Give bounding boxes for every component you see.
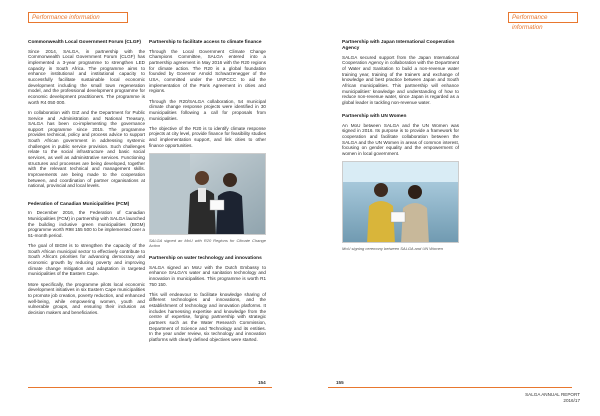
mou-signing-photo-un-women <box>342 161 459 243</box>
paragraph: An MoU between SALGA and the UN Women was signed in 2016. Its purpose is to provide a framework for cooperation and facilitate collaboration between the SALGA and the UN Women in areas of common interest, focusing on gender equality and the empowerment of women in local government. <box>342 122 459 157</box>
report-year: 2016/17 <box>563 398 580 403</box>
heading-un-women: Partnership with UN Women <box>342 114 407 119</box>
section-banner-right: Performance information <box>508 12 578 23</box>
paragraph: More specifically, the programme pilots local economic development initiatives in six Eastern Cape municipalities to promote job creation, poverty reduction, and enhanced well-being, while empowering women, youth and vulnerable groups, and ensuring their inclusion as decision makers and beneficiaries. <box>28 281 145 315</box>
heading-climate-finance: Partnership to facilitate access to climate finance <box>149 40 262 45</box>
photo-caption: SALGA signed an MoU with R20 Regions for Climate Change Action <box>149 237 266 248</box>
right-page <box>300 0 600 416</box>
report-title: SALGA ANNUAL REPORT <box>525 392 580 397</box>
paragraph: SALGA secured support from the Japan International Cooperation Agency in collaboration with the Department of Water and Sanitation to build a non-revenue water training year, training of the trainers and exchange of knowledge and best practice between Japan and South African municipalities. This partnership will enhance municipalities' knowledge and understanding of how to reduce non-revenue water, since Japan is regarded as a global leader in tackling non-revenue water. <box>342 54 459 105</box>
report-footer <box>520 392 580 404</box>
page-number-right: 155 <box>336 380 344 385</box>
paragraph: Since 2014, SALGA, in partnership with the Commonwealth Local Government Forum (CLGF) has implemented a 3-year programme to strengthen LED capacity in South Africa. The programme aims to enhance institutional and institutional capacity to successfully facilitate sustainable local economic development including the small town regeneration model, and the professional development programme for economic development practitioners. The programme is worth R4 050 000. <box>28 48 145 105</box>
paragraph: In December 2016, the Federation of Canadian Municipalities (FCM) in partnership with SALGA launched the building inclusive green municipalities (BIGM) programme worth R98 155 500 to be implemented over a 51-month period. <box>28 210 145 238</box>
left-column-1 <box>28 40 145 320</box>
left-column-2 <box>149 40 266 347</box>
paragraph: The goal of BIGM is to strengthen the capacity of the South African municipal sector to effectively contribute to South Africa's priorities for advancing democracy and economic growth by reducing poverty and improving climate change mitigation and adaptation in targeted municipalities of the Eastern Cape. <box>28 243 145 277</box>
paragraph: This will endeavour to facilitate knowledge sharing of different technologies and innovations, and the establishment of technology and innovation platforms. It includes harnessing expertise and knowledge from the centre of expertise, forging partnership with strategic partners such as the Water Research Commission, Department of Science and Technology and its entities. In the year under review, six technology and innovation platforms with clearly defined objectives were started. <box>149 291 266 342</box>
section-banner-left: Performance information <box>28 12 128 23</box>
photo-caption: MoU signing ceremony between SALGA and UN Women <box>342 246 444 252</box>
right-column-1 <box>342 40 459 259</box>
paragraph: Through the R20/SALGA collaboration, 54 municipal climate change response projects were identified in 30 municipalities following a call for proposals from municipalities. <box>149 98 266 121</box>
heading-water-tech: Partnership on water technology and innovations <box>149 255 262 261</box>
mou-signing-photo-r20 <box>149 153 266 235</box>
page-number-left: 154 <box>258 380 266 385</box>
paragraph: In collaboration with GIZ and the Department for Public Service and Administration and National Treasury, SALGA has been co-implementing the governance support programme since 2015. The programme provides technical, policy and process advice to support South African government in addressing systemic challenges in public service provision. Such challenges relate to the social infrastructure and basic social services, as well as administrative services. Functioning structures and processes are being developed, together with the relevant technical and management skills. Improvements are being made to the cooperation between, and coordination of partner organisations at national, provincial and local levels. <box>28 109 145 189</box>
paragraph: SALGA signed an MoU with the Dutch Embassy to enhance SALGA's water and sanitation technology and innovation in municipalities. This programme is worth R1 750 150. <box>149 264 266 287</box>
paragraph: Through the Local Government Climate Change Champions Committee, SALGA entered into a partnership agreement in May 2016 with the R20 regions for climate action. The R20 is a global foundation founded by Governor Arnold Schwarzenegger of the USA, committed under the UNFCCC to aid the implementation of the Paris Agreement in cities and regions. <box>149 48 266 94</box>
footer-rule-right <box>328 387 572 388</box>
heading-clgf: Commonwealth Local Government Forum (CLGF) <box>28 40 141 45</box>
paragraph: The objective of the R20 is to identify climate response projects at city level, provide finance for feasibility studies and implementation support, and link cities to other finance opportunities. <box>149 125 266 148</box>
heading-jica: Partnership with Japan International Cooperation Agency <box>342 40 455 51</box>
heading-fcm: Federation of Canadian Municipalities (FCM) <box>28 201 130 207</box>
footer-rule-left <box>28 387 272 388</box>
